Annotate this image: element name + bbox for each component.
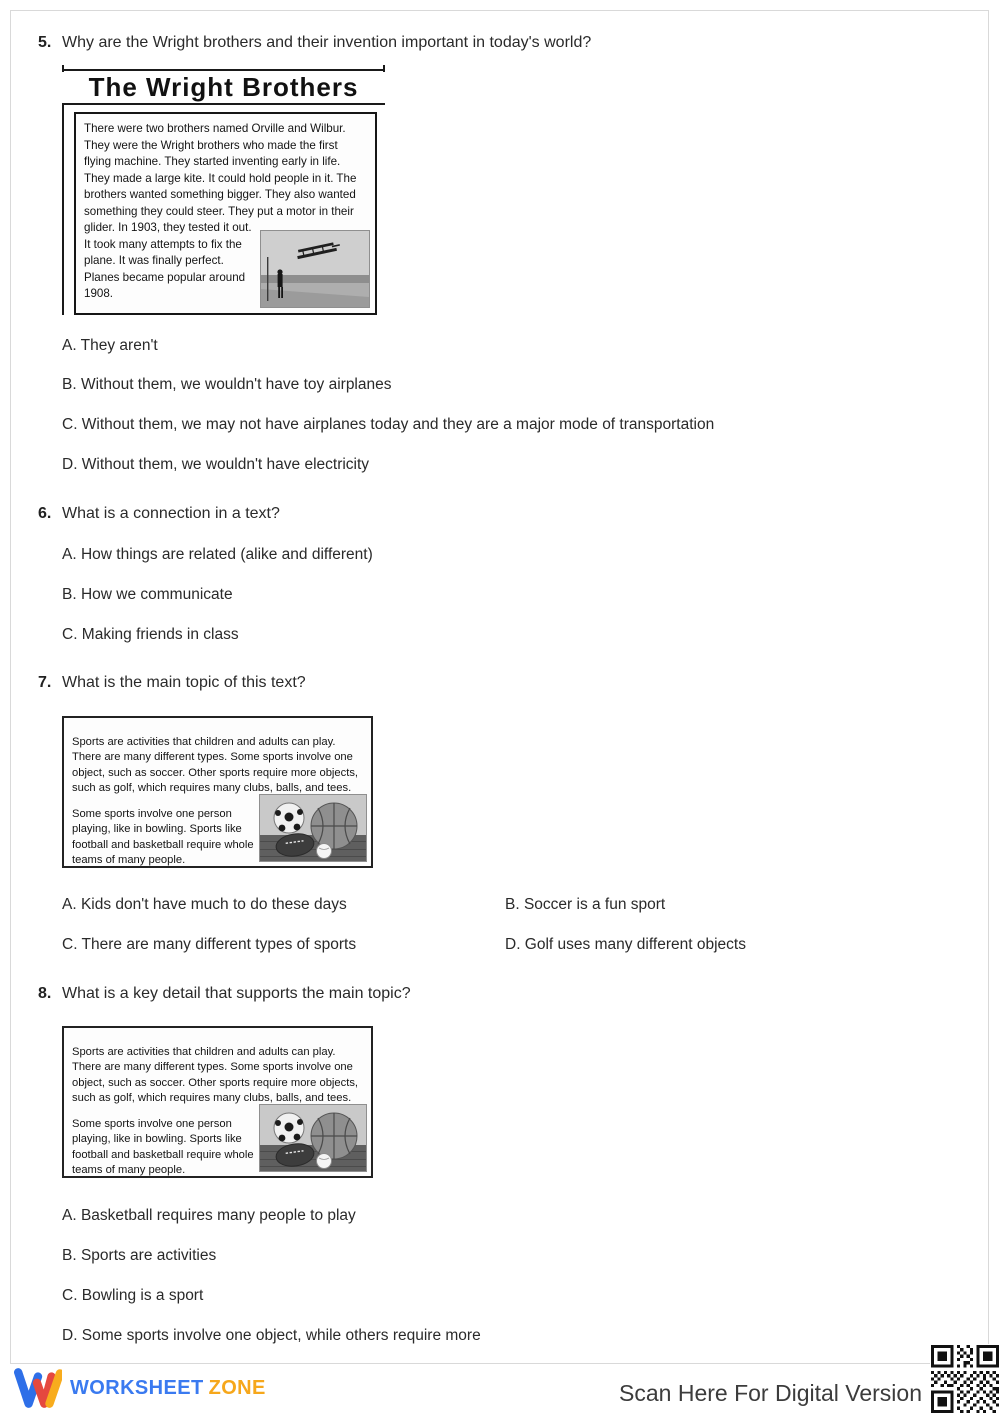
question-6-number: 6. — [38, 505, 52, 522]
q8-option-a: A. Basketball requires many people to play — [62, 1207, 356, 1224]
sports-passage-text-1: Sports are activities that children and adults can play. There are many different types. Some sports involve one object, such as soccer. Other sports require more objects, such as golf, which requires many clubs, balls, and tees. — [72, 1046, 359, 1104]
q7-option-b: B. Soccer is a fun sport — [505, 896, 666, 913]
q5-option-c: C. Without them, we may not have airplanes today and they are a major mode of transportation — [62, 416, 715, 433]
sports-balls-photo — [259, 1104, 367, 1172]
q5-option-b: B. Without them, we wouldn't have toy airplanes — [62, 376, 392, 393]
q8-option-d: D. Some sports involve one object, while others require more — [62, 1327, 481, 1344]
passage-title: The Wright Brothers — [88, 72, 359, 102]
worksheetzone-logo — [14, 1366, 266, 1410]
worksheetzone-w-icon — [14, 1366, 62, 1410]
question-8-number: 8. — [38, 985, 52, 1002]
question-5-text: Why are the Wright brothers and their invention important in today's world? — [62, 34, 592, 51]
sports-passage-box-2 — [62, 1026, 373, 1178]
brand-zone: ZONE — [208, 1376, 266, 1399]
brand-text — [70, 1377, 266, 1400]
wright-passage-text-1: There were two brothers named Orville and Wilbur. They were the Wright brothers who made the first flying machine. They started inventing early in life. They made a large kite. It could hold people in it. The brothers wanted something bigger. They also wanted something they could steer. They put a motor in their — [84, 122, 357, 218]
sports-passage-text-2: Some sports involve one person playing, like in bowling. Sports like football and basketball require whole teams of many people. — [72, 1118, 254, 1176]
wright-brothers-figure — [62, 69, 385, 317]
sports-passage-box-1 — [62, 716, 373, 868]
q7-option-a: A. Kids don't have much to do these days — [62, 896, 347, 913]
brand-worksheet: WORKSHEET — [70, 1376, 204, 1399]
qr-code-icon — [930, 1344, 1000, 1414]
q5-option-a: A. They aren't — [62, 337, 158, 354]
title-rule-bottom — [62, 103, 385, 105]
wright-passage-text-2: glider. In 1903, they tested it out. It took many attempts to fix the plane. It was finally perfect. Planes became popular around 1908. — [84, 221, 252, 300]
q6-option-b: B. How we communicate — [62, 586, 233, 603]
q6-option-a: A. How things are related (alike and different) — [62, 546, 373, 563]
title-rule-top — [62, 69, 385, 71]
scan-here-label: Scan Here For Digital Version — [619, 1380, 922, 1406]
q7-option-d: D. Golf uses many different objects — [505, 936, 746, 953]
figure-left-rule — [62, 103, 64, 315]
sports-passage-text-2: Some sports involve one person playing, like in bowling. Sports like football and basketball require whole teams of many people. — [72, 808, 254, 866]
wright-passage-box — [74, 112, 377, 315]
question-8-text: What is a key detail that supports the main topic? — [62, 985, 411, 1002]
q8-option-c: C. Bowling is a sport — [62, 1287, 204, 1304]
question-6-text: What is a connection in a text? — [62, 505, 280, 522]
q5-option-d: D. Without them, we wouldn't have electricity — [62, 456, 370, 473]
question-5-number: 5. — [38, 34, 52, 51]
wright-flyer-photo — [260, 230, 370, 308]
q7-option-c: C. There are many different types of sports — [62, 936, 357, 953]
q6-option-c: C. Making friends in class — [62, 626, 239, 643]
question-7-number: 7. — [38, 674, 52, 691]
question-7-text: What is the main topic of this text? — [62, 674, 306, 691]
sports-balls-photo — [259, 794, 367, 862]
sports-passage-text-1: Sports are activities that children and adults can play. There are many different types. Some sports involve one object, such as soccer. Other sports require more objects, such as golf, which requires many clubs, balls, and tees. — [72, 736, 359, 794]
q8-option-b: B. Sports are activities — [62, 1247, 217, 1264]
